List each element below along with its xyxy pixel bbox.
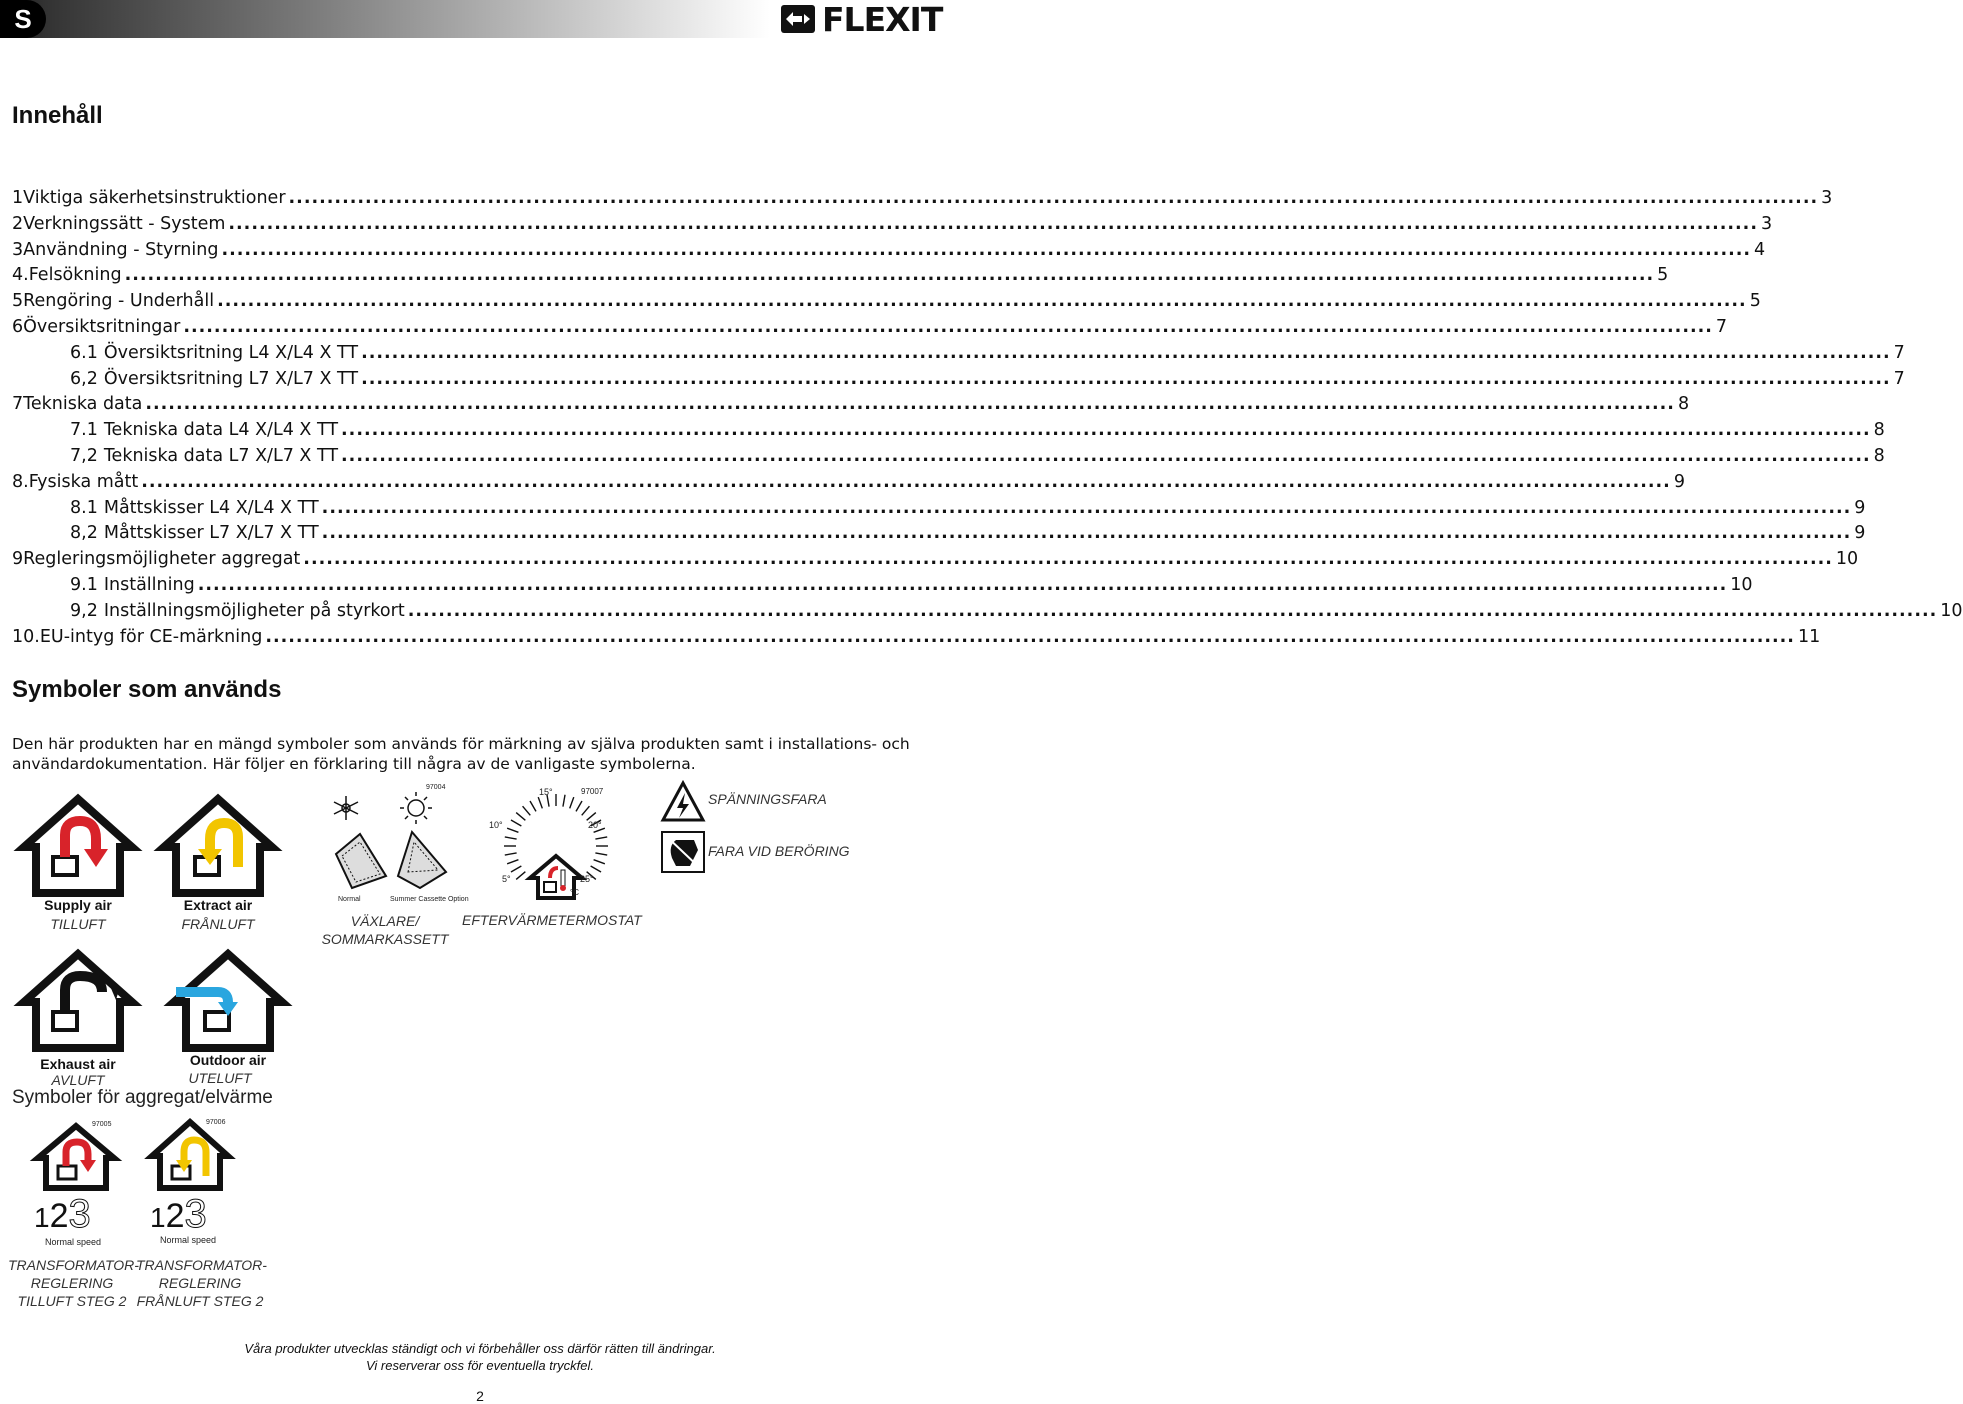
toc-leader: ........................................................................................................................................................................................................	[361, 342, 1891, 363]
toc-page: 11	[1797, 626, 1821, 647]
flexit-logo	[780, 0, 960, 39]
unit1-speed-label: Normal speed	[45, 1237, 102, 1247]
toc-page: 5	[1749, 291, 1761, 312]
outdoor-air-label: Outdoor air	[189, 1052, 267, 1068]
unit2-caption-line1: TRANSFORMATOR-	[136, 1257, 267, 1273]
thermostat-15: 15°	[539, 787, 553, 797]
snowflake-icon	[334, 796, 358, 820]
toc-title: Innehåll	[12, 102, 103, 129]
unit1-speed-digits	[34, 1192, 91, 1236]
toc-page: 9	[1854, 523, 1866, 544]
exchanger-normal-label: Normal	[338, 896, 361, 903]
toc-label: Verkningssätt - System	[23, 213, 226, 234]
unit2-caption-line3: FRÅNLUFT STEG 2	[136, 1293, 264, 1309]
unit2-code: 97006	[206, 1119, 226, 1126]
toc-number: 8.	[12, 471, 29, 492]
toc-leader: ........................................................................................................................................................................................................	[303, 549, 1833, 570]
exhaust-air-caption: AVLUFT	[51, 1072, 105, 1088]
toc-label: Rengöring - Underhåll	[23, 291, 215, 312]
toc-entry[interactable]	[12, 471, 1685, 492]
touch-hazard-icon	[660, 830, 706, 874]
toc-label: Användning - Styrning	[23, 239, 219, 260]
touch-caption: FARA VID BERÖRING	[708, 843, 850, 859]
digit-1: 1	[34, 1202, 50, 1233]
toc-label: Tekniska data L7 X/L7 X TT	[103, 446, 339, 466]
supply-air-caption: TILLUFT	[50, 916, 106, 932]
toc-leader: ........................................................................................................................................................................................................	[407, 600, 1938, 621]
toc-entry[interactable]	[70, 523, 1866, 544]
toc-number: 8,2	[70, 523, 98, 544]
toc-leader: ........................................................................................................................................................................................................	[361, 368, 1891, 389]
toc-entry[interactable]	[12, 239, 1766, 260]
toc-entry[interactable]	[12, 626, 1821, 647]
thermostat-code: 97007	[581, 787, 604, 796]
toc-entry[interactable]	[70, 342, 1905, 363]
logo-text: FLEXIT	[822, 0, 943, 39]
toc-number: 7.1	[70, 420, 98, 441]
toc-leader: ........................................................................................................................................................................................................	[265, 626, 1795, 647]
toc-page: 7	[1893, 342, 1905, 363]
unit2-speed-label: Normal speed	[160, 1235, 217, 1245]
toc-label: Måttskisser L4 X/L4 X TT	[103, 497, 319, 518]
toc-page: 10	[1730, 575, 1753, 595]
toc-label: Tekniska data	[23, 394, 143, 415]
language-badge: S	[0, 0, 46, 38]
toc-number: 6.1	[70, 342, 98, 363]
toc-label: Regleringsmöjligheter aggregat	[23, 549, 301, 570]
toc-leader: ........................................................................................................................................................................................................	[341, 446, 1871, 466]
thermometer-icon	[560, 870, 566, 891]
toc-page: 10	[1835, 549, 1859, 570]
toc-label: Tekniska data L4 X/L4 X TT	[103, 420, 339, 441]
toc-label: Inställningsmöjligheter på styrkort	[103, 600, 405, 621]
toc-entry[interactable]	[12, 394, 1690, 415]
outdoor-air-caption: UTELUFT	[188, 1070, 252, 1086]
exchanger-summer-icon	[398, 832, 446, 888]
toc-label: Felsökning	[28, 265, 122, 286]
toc-label: Måttskisser L7 X/L7 X TT	[103, 523, 319, 544]
toc-number: 7	[12, 394, 24, 415]
toc-leader: ........................................................................................................................................................................................................	[221, 239, 1752, 260]
toc-number: 4.	[12, 265, 29, 286]
unit1-code: 97005	[92, 1121, 112, 1128]
digit-3: 3	[184, 1192, 207, 1236]
toc-entry[interactable]	[12, 188, 1833, 208]
extract-air-symbol	[160, 795, 276, 895]
supply-air-label: Supply air	[44, 897, 112, 913]
supply-step-symbol	[34, 1122, 118, 1190]
thermostat-20: 20°	[588, 820, 602, 830]
toc-label: EU-intyg för CE-märkning	[39, 626, 263, 647]
extract-air-caption: FRÅNLUFT	[181, 916, 255, 932]
toc-leader: ........................................................................................................................................................................................................	[197, 575, 1728, 595]
exchanger-caption	[320, 912, 450, 948]
toc-number: 1	[12, 188, 24, 208]
toc-entry[interactable]	[12, 549, 1859, 570]
extract-air-label: Extract air	[183, 897, 253, 913]
toc-page: 3	[1760, 213, 1773, 234]
footer-line-1: Våra produkter utvecklas ständigt och vi förbehåller oss därför rätten till ändringar.	[244, 1341, 716, 1356]
toc-leader: ........................................................................................................................................................................................................	[183, 317, 1713, 337]
toc-page: 8	[1873, 446, 1885, 466]
unit2-speed-digits	[150, 1192, 207, 1236]
toc-entry[interactable]	[12, 317, 1728, 337]
toc-label: Översiktsritningar	[23, 317, 181, 337]
unit1-caption-line3: TILLUFT STEG 2	[17, 1293, 127, 1309]
unit1-caption-line2: REGLERING	[30, 1275, 114, 1291]
toc-page: 5	[1657, 265, 1669, 286]
toc-label: Viktiga säkerhetsinstruktioner	[23, 188, 286, 208]
exchanger-symbol	[300, 782, 460, 902]
toc-entry[interactable]	[12, 291, 1761, 312]
footer-line-2: Vi reserverar oss för eventuella tryckfel.	[365, 1358, 595, 1373]
sun-icon	[400, 792, 432, 824]
toc-number: 6	[12, 317, 24, 337]
unit2-caption-line2: REGLERING	[158, 1275, 242, 1291]
toc-page: 8	[1873, 420, 1885, 441]
toc-number: 9,2	[70, 600, 98, 621]
exhaust-air-symbol	[20, 950, 136, 1050]
toc-page: 4	[1754, 239, 1766, 260]
toc-page: 9	[1673, 471, 1685, 492]
toc-leader: ........................................................................................................................................................................................................	[145, 394, 1675, 415]
toc-leader: ........................................................................................................................................................................................................	[288, 188, 1819, 208]
thermostat-25: 25°	[580, 874, 594, 884]
toc-entry[interactable]	[12, 265, 1669, 286]
toc-leader: ........................................................................................................................................................................................................	[217, 291, 1747, 312]
supply-air-symbol	[20, 795, 136, 895]
toc-number: 5	[12, 291, 24, 312]
toc-entry[interactable]	[70, 446, 1885, 466]
digit-2: 2	[49, 1197, 69, 1235]
exchanger-code: 97004	[426, 784, 446, 791]
toc-entry[interactable]	[70, 497, 1866, 518]
unit1-caption	[8, 1256, 139, 1310]
voltage-hazard-icon	[660, 780, 706, 824]
toc-page: 7	[1715, 317, 1728, 337]
unit1-caption-line1: TRANSFORMATOR-	[8, 1257, 139, 1273]
toc-number: 9.1	[70, 575, 98, 595]
toc-label: Inställning	[103, 575, 195, 595]
header-bar	[0, 0, 770, 38]
outdoor-air-symbol	[170, 946, 286, 1050]
toc-number: 9	[12, 549, 24, 570]
symbols-title: Symboler som används	[12, 676, 282, 703]
toc-number: 7,2	[70, 446, 98, 466]
exchanger-summer-label: Summer Cassette Option	[390, 896, 469, 903]
thermostat-symbol	[480, 780, 630, 910]
toc-leader: ........................................................................................................................................................................................................	[124, 265, 1655, 286]
toc-label: Översiktsritning L4 X/L4 X TT	[103, 342, 359, 363]
exchanger-normal-icon	[336, 834, 386, 888]
intro-paragraph: Den här produkten har en mängd symboler som används för märkning av själva produkten samt i installations- och användardokumentation. Här följer en förklaring till några av de vanligaste symbolerna.	[12, 735, 910, 773]
toc-number: 2	[12, 213, 24, 234]
toc-page: 8	[1677, 394, 1690, 415]
unit-symbols-title: Symboler för aggregat/elvärme	[12, 1087, 273, 1108]
exchanger-caption-line2: SOMMARKASSETT	[321, 931, 449, 947]
unit2-caption	[136, 1256, 267, 1310]
toc-entry[interactable]	[70, 600, 1963, 621]
toc-page: 9	[1854, 497, 1866, 518]
toc-leader: ........................................................................................................................................................................................................	[228, 213, 1758, 234]
voltage-caption: SPÄNNINGSFARA	[708, 791, 827, 807]
toc-leader: ........................................................................................................................................................................................................	[341, 420, 1871, 441]
toc-number: 10.	[12, 626, 40, 647]
toc-entry[interactable]	[70, 575, 1753, 595]
extract-step-symbol	[148, 1118, 232, 1190]
thermostat-caption: EFTERVÄRMETERMOSTAT	[462, 912, 642, 928]
page-number: 2	[476, 1388, 484, 1404]
exhaust-air-label: Exhaust air	[40, 1056, 116, 1072]
toc-leader: ........................................................................................................................................................................................................	[321, 497, 1852, 518]
thermostat-5: 5°	[502, 874, 511, 884]
toc-label: Översiktsritning L7 X/L7 X TT	[103, 368, 359, 389]
toc-page: 3	[1821, 188, 1833, 208]
toc-number: 3	[12, 239, 24, 260]
digit-2: 2	[165, 1197, 185, 1235]
toc-number: 8.1	[70, 497, 98, 518]
digit-1: 1	[150, 1202, 166, 1233]
toc-page: 10	[1940, 600, 1963, 621]
thermostat-10: 10°	[489, 820, 503, 830]
toc-entry[interactable]	[12, 213, 1773, 234]
toc-entry[interactable]	[70, 368, 1905, 389]
digit-3: 3	[68, 1192, 91, 1236]
toc-page: 7	[1893, 368, 1905, 389]
logo-arrow-icon	[780, 4, 816, 34]
toc-label: Fysiska mått	[28, 471, 139, 492]
toc-number: 6,2	[70, 368, 98, 389]
toc-entry[interactable]	[70, 420, 1885, 441]
toc-leader: ........................................................................................................................................................................................................	[321, 523, 1852, 544]
toc-leader: ........................................................................................................................................................................................................	[141, 471, 1671, 492]
exchanger-caption-line1: VÄXLARE/	[350, 913, 420, 929]
footer-note	[0, 1340, 960, 1374]
thermostat-unit: °C	[570, 888, 579, 897]
